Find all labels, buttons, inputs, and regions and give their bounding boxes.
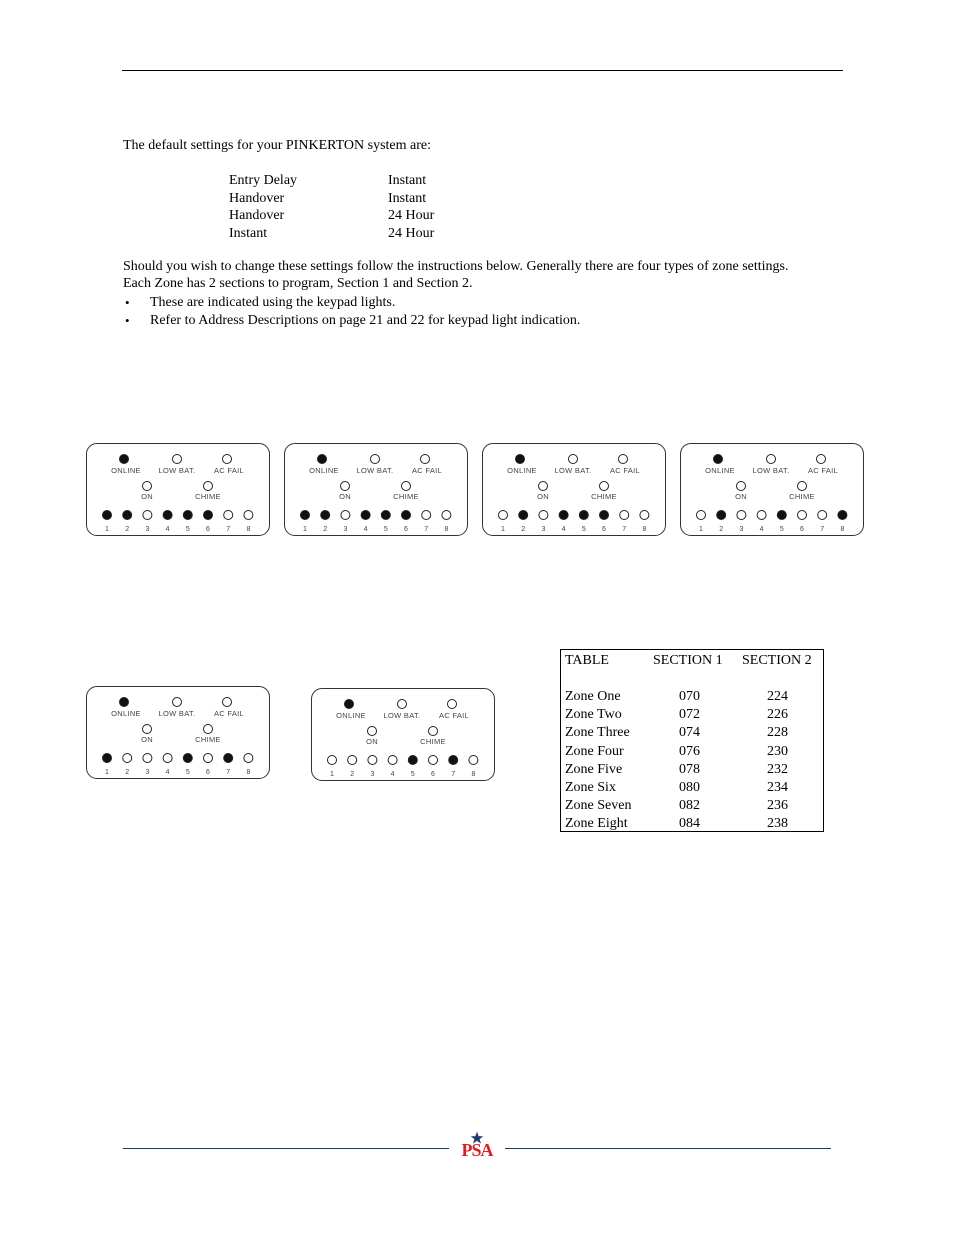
zone-led-1	[103, 511, 112, 520]
address-cell: 236	[767, 798, 788, 814]
logo-text: PSA	[461, 1140, 493, 1160]
zone-number-3: 3	[370, 771, 375, 778]
low-bat-label: LOW BAT.	[356, 466, 394, 475]
address-cell: 072	[679, 707, 700, 723]
ac-fail-led	[448, 700, 457, 709]
low-bat-led	[398, 700, 407, 709]
zone-led-2	[123, 511, 132, 520]
zone-number-6: 6	[206, 526, 210, 533]
keypad-diagram	[311, 688, 495, 781]
zone-name-cell: Zone Four	[565, 743, 624, 759]
ac-fail-label: AC FAIL	[411, 466, 443, 475]
keypad-diagram	[86, 443, 270, 536]
zone-value: 24 Hour	[388, 208, 435, 223]
zone-number-7: 7	[622, 526, 627, 533]
zone-number-5: 5	[185, 769, 190, 776]
zone-name-cell: Zone Seven	[565, 798, 632, 814]
zone-number-7: 7	[451, 771, 456, 778]
address-cell: 230	[767, 743, 788, 759]
zone-led-7	[620, 511, 629, 520]
zone-number-7: 7	[820, 526, 825, 533]
zone-led-2	[348, 756, 357, 765]
address-cell: 234	[767, 780, 788, 795]
zone-led-5	[381, 511, 390, 520]
zone-number-6: 6	[404, 526, 408, 533]
zone-led-8	[640, 511, 649, 520]
zone-type: Entry Delay	[229, 173, 298, 188]
zone-led-1	[697, 511, 706, 520]
zone-led-3	[737, 511, 746, 520]
zone-led-1	[499, 511, 508, 520]
zone-number-5: 5	[185, 526, 190, 533]
zone-number-2: 2	[323, 526, 328, 533]
intro-text: The default settings for your PINKERTON system are:	[123, 138, 432, 153]
ac-fail-led	[817, 455, 826, 464]
zone-led-5	[777, 511, 786, 520]
zone-led-5	[579, 511, 588, 520]
zone-number-2: 2	[521, 526, 526, 533]
online-led	[345, 700, 354, 709]
online-label: ONLINE	[507, 466, 537, 475]
zone-number-4: 4	[363, 526, 368, 533]
zone-number-2: 2	[125, 526, 130, 533]
on-label: ON	[141, 492, 153, 501]
zone-number-8: 8	[471, 771, 476, 778]
address-cell: 070	[679, 689, 700, 704]
address-cell: 226	[767, 707, 788, 723]
chime-label: CHIME	[195, 492, 221, 501]
zone-number-4: 4	[165, 526, 170, 533]
zone-number-5: 5	[779, 526, 784, 533]
zone-led-7	[818, 511, 827, 520]
zone-number-2: 2	[125, 769, 130, 776]
zone-number-3: 3	[541, 526, 546, 533]
zone-name-cell: Zone Five	[565, 761, 623, 777]
zone-led-6	[204, 754, 213, 763]
zone-value: Instant	[388, 173, 427, 188]
zone-number-3: 3	[343, 526, 348, 533]
zone-number-1: 1	[105, 526, 109, 533]
zone-number-3: 3	[739, 526, 744, 533]
zone-led-3	[539, 511, 548, 520]
zone-led-6	[204, 511, 213, 520]
keypad-diagram	[482, 443, 666, 536]
zone-led-1	[301, 511, 310, 520]
online-led	[120, 698, 129, 707]
zone-led-1	[328, 756, 337, 765]
zone-number-4: 4	[759, 526, 764, 533]
zone-led-8	[838, 511, 847, 520]
ac-fail-label: AC FAIL	[438, 711, 470, 720]
online-label: ONLINE	[336, 711, 366, 720]
chime-led	[600, 482, 609, 491]
ac-fail-label: AC FAIL	[213, 466, 245, 475]
zone-type: Handover	[229, 190, 285, 206]
zone-led-4	[559, 511, 568, 520]
on-label: ON	[735, 492, 747, 501]
chime-label: CHIME	[195, 735, 221, 744]
zone-number-3: 3	[145, 769, 150, 776]
address-cell: 232	[767, 761, 788, 777]
bullet-item: • These are indicated using the keypad lights.	[123, 294, 580, 312]
zone-number-1: 1	[303, 526, 307, 533]
chime-led	[798, 482, 807, 491]
address-cell: 080	[679, 780, 700, 795]
zone-address-table	[560, 649, 824, 832]
zone-number-8: 8	[246, 769, 251, 776]
on-led	[341, 482, 350, 491]
online-led	[120, 455, 129, 464]
address-cell: 076	[679, 743, 700, 759]
table-header: TABLE	[565, 653, 609, 668]
on-led	[143, 725, 152, 734]
ac-fail-label: AC FAIL	[609, 466, 641, 475]
address-cell: 084	[679, 816, 700, 832]
zone-led-3	[368, 756, 377, 765]
zone-led-5	[183, 511, 192, 520]
chime-label: CHIME	[591, 492, 617, 501]
ac-fail-label: AC FAIL	[213, 709, 245, 718]
ac-fail-led	[421, 455, 430, 464]
zone-led-5	[408, 756, 417, 765]
on-led	[539, 482, 548, 491]
zone-led-7	[224, 754, 233, 763]
low-bat-led	[371, 455, 380, 464]
online-led	[318, 455, 327, 464]
address-cell: 224	[767, 689, 788, 704]
zone-number-5: 5	[383, 526, 388, 533]
zone-number-5: 5	[581, 526, 586, 533]
keypad-diagram	[86, 686, 270, 779]
zone-number-3: 3	[145, 526, 150, 533]
chime-led	[204, 725, 213, 734]
zone-name-cell: Zone One	[565, 689, 621, 704]
zone-led-6	[402, 511, 411, 520]
address-cell: 082	[679, 798, 700, 814]
zone-number-5: 5	[410, 771, 415, 778]
ac-fail-led	[223, 455, 232, 464]
low-bat-led	[767, 455, 776, 464]
address-cell: 228	[767, 725, 788, 741]
on-label: ON	[141, 735, 153, 744]
ac-fail-label: AC FAIL	[807, 466, 839, 475]
online-label: ONLINE	[309, 466, 339, 475]
low-bat-label: LOW BAT.	[554, 466, 592, 475]
zone-name-cell: Zone Six	[565, 780, 616, 795]
zone-led-7	[224, 511, 233, 520]
zone-led-2	[123, 754, 132, 763]
zone-led-6	[798, 511, 807, 520]
keypad-diagram	[680, 443, 864, 536]
zone-number-4: 4	[165, 769, 170, 776]
zone-led-8	[244, 754, 253, 763]
zone-number-1: 1	[699, 526, 703, 533]
on-label: ON	[339, 492, 351, 501]
zone-led-8	[244, 511, 253, 520]
zone-number-8: 8	[840, 526, 845, 533]
on-led	[737, 482, 746, 491]
table-header: SECTION 1	[653, 653, 723, 668]
ac-fail-led	[223, 698, 232, 707]
zone-number-4: 4	[561, 526, 566, 533]
zone-led-6	[600, 511, 609, 520]
address-cell: 238	[767, 816, 788, 832]
online-led	[714, 455, 723, 464]
chime-led	[429, 727, 438, 736]
online-led	[516, 455, 525, 464]
zone-led-2	[717, 511, 726, 520]
zone-led-3	[143, 754, 152, 763]
on-label: ON	[366, 737, 378, 746]
table-header: SECTION 2	[742, 653, 812, 668]
low-bat-label: LOW BAT.	[752, 466, 790, 475]
zone-led-3	[143, 511, 152, 520]
zone-led-5	[183, 754, 192, 763]
zone-led-7	[422, 511, 431, 520]
low-bat-label: LOW BAT.	[383, 711, 421, 720]
psa-logo	[455, 1134, 499, 1164]
low-bat-label: LOW BAT.	[158, 466, 196, 475]
zone-led-1	[103, 754, 112, 763]
instruction-line-2: Each Zone has 2 sections to program, Section 1 and Section 2.	[123, 276, 473, 291]
zone-number-1: 1	[501, 526, 505, 533]
zone-number-6: 6	[206, 769, 210, 776]
bullet-item: • Refer to Address Descriptions on page 21 and 22 for keypad light indication.	[123, 312, 580, 330]
zone-name-cell: Zone Two	[565, 707, 622, 723]
zone-value: 24 Hour	[388, 225, 435, 241]
zone-number-8: 8	[246, 526, 251, 533]
zone-led-4	[388, 756, 397, 765]
zone-led-4	[163, 754, 172, 763]
zone-type: Instant	[229, 225, 268, 241]
ac-fail-led	[619, 455, 628, 464]
zone-number-8: 8	[444, 526, 449, 533]
on-label: ON	[537, 492, 549, 501]
on-led	[368, 727, 377, 736]
keypad-diagram	[284, 443, 468, 536]
zone-number-1: 1	[105, 769, 109, 776]
zone-name-cell: Zone Three	[565, 725, 630, 741]
zone-led-3	[341, 511, 350, 520]
zone-number-4: 4	[390, 771, 395, 778]
zone-led-8	[469, 756, 478, 765]
bullet-list	[123, 294, 580, 330]
zone-number-6: 6	[431, 771, 435, 778]
zone-number-7: 7	[424, 526, 429, 533]
zone-number-2: 2	[719, 526, 724, 533]
zone-led-4	[361, 511, 370, 520]
low-bat-led	[173, 455, 182, 464]
zone-number-7: 7	[226, 769, 231, 776]
low-bat-led	[569, 455, 578, 464]
zone-led-6	[429, 756, 438, 765]
zone-led-2	[519, 511, 528, 520]
online-label: ONLINE	[705, 466, 735, 475]
online-label: ONLINE	[111, 466, 141, 475]
zone-number-1: 1	[330, 771, 334, 778]
footer-rule-left	[123, 1148, 449, 1149]
zone-type: Handover	[229, 208, 285, 223]
chime-led	[402, 482, 411, 491]
address-cell: 074	[679, 725, 700, 741]
on-led	[143, 482, 152, 491]
zone-led-4	[163, 511, 172, 520]
instruction-line-1: Should you wish to change these settings follow the instructions below. Generally there are four types of zone settings.	[123, 259, 789, 274]
chime-led	[204, 482, 213, 491]
zone-led-4	[757, 511, 766, 520]
chime-label: CHIME	[420, 737, 446, 746]
zone-value: Instant	[388, 190, 427, 206]
header-rule	[122, 70, 843, 71]
zone-number-6: 6	[800, 526, 804, 533]
zone-number-2: 2	[350, 771, 355, 778]
chime-label: CHIME	[789, 492, 815, 501]
address-cell: 078	[679, 761, 700, 777]
zone-led-2	[321, 511, 330, 520]
zone-led-8	[442, 511, 451, 520]
zone-name-cell: Zone Eight	[565, 816, 628, 832]
low-bat-label: LOW BAT.	[158, 709, 196, 718]
zone-number-6: 6	[602, 526, 606, 533]
zone-number-8: 8	[642, 526, 647, 533]
chime-label: CHIME	[393, 492, 419, 501]
footer-rule-right	[505, 1148, 831, 1149]
zone-led-7	[449, 756, 458, 765]
online-label: ONLINE	[111, 709, 141, 718]
zone-number-7: 7	[226, 526, 231, 533]
low-bat-led	[173, 698, 182, 707]
